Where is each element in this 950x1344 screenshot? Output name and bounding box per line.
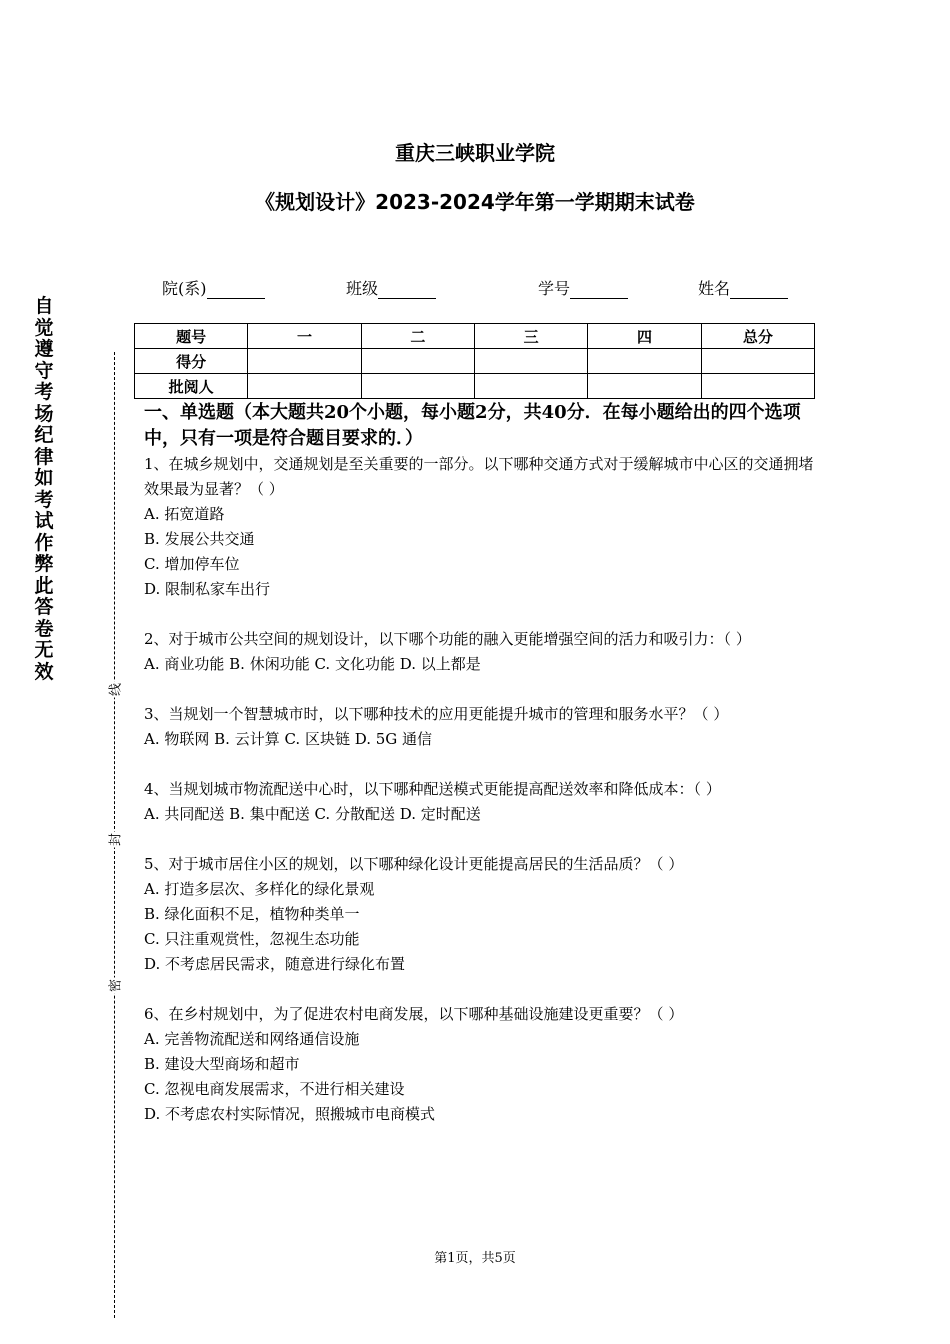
answer-option[interactable]: D. 不考虑农村实际情况，照搬城市电商模式 xyxy=(144,1105,436,1123)
bind-mark-line: 线 xyxy=(105,682,124,698)
question-text: 4、当规划城市物流配送中心时，以下哪种配送模式更能提高配送效率和降低成本：（ ） xyxy=(144,780,721,798)
notice-char: 纪 xyxy=(34,424,54,446)
student-id-blank[interactable] xyxy=(570,282,628,299)
score-table xyxy=(134,323,815,399)
answer-option[interactable]: B. 发展公共交通 xyxy=(144,530,255,548)
answer-option[interactable]: A. 拓宽道路 xyxy=(144,505,225,523)
notice-char: 觉 xyxy=(34,316,54,339)
score-cell[interactable] xyxy=(701,349,814,374)
answer-option[interactable]: D. 不考虑居民需求，随意进行绿化布置 xyxy=(144,955,406,973)
grader-cell[interactable] xyxy=(701,374,814,399)
answer-option[interactable]: A. 打造多层次、多样化的绿化景观 xyxy=(144,880,375,898)
question-block xyxy=(144,452,814,602)
name-field xyxy=(698,276,788,299)
notice-char: 弊 xyxy=(34,553,54,575)
score-cell[interactable] xyxy=(248,349,361,374)
score-row xyxy=(135,349,815,374)
score-table-header-cell: 一 xyxy=(248,324,361,349)
score-table-header-cell: 题号 xyxy=(135,324,248,349)
grader-cell[interactable] xyxy=(248,374,361,399)
answer-option[interactable]: D. 限制私家车出行 xyxy=(144,580,271,598)
score-table-header-cell: 二 xyxy=(361,324,474,349)
grader-row xyxy=(135,374,815,399)
notice-char: 场 xyxy=(34,402,54,425)
question-text: 2、对于城市公共空间的规划设计，以下哪个功能的融入更能增强空间的活力和吸引力：（ ） xyxy=(144,630,751,648)
answer-option[interactable]: C. 增加停车位 xyxy=(144,555,240,573)
question-block xyxy=(144,1002,814,1127)
department-field xyxy=(162,276,265,299)
score-cell[interactable] xyxy=(474,349,587,374)
class-blank[interactable] xyxy=(378,282,436,299)
notice-char: 效 xyxy=(34,660,54,683)
school-name: 重庆三峡职业学院 xyxy=(395,141,555,165)
score-table-header-cell: 总分 xyxy=(701,324,814,349)
grader-cell[interactable] xyxy=(361,374,474,399)
answer-option[interactable]: A. 商业功能 B. 休闲功能 C. 文化功能 D. 以上都是 xyxy=(144,655,481,673)
question-text: 6、在乡村规划中，为了促进农村电商发展，以下哪种基础设施建设更重要？（ ） xyxy=(144,1005,684,1023)
department-blank[interactable] xyxy=(207,282,265,299)
notice-char: 考 xyxy=(34,381,54,403)
notice-char: 试 xyxy=(34,510,54,532)
grader-cell[interactable] xyxy=(588,374,701,399)
notice-char: 律 xyxy=(34,445,54,468)
name-label: 姓名 xyxy=(698,279,731,298)
department-label: 院(系) xyxy=(162,279,207,298)
answer-option[interactable]: C. 忽视电商发展需求，不进行相关建设 xyxy=(144,1080,405,1098)
exam-title: 《规划设计》2023-2024学年第一学期期末试卷 xyxy=(255,190,695,214)
notice-char: 自 xyxy=(34,295,54,317)
score-table-header-cell: 三 xyxy=(474,324,587,349)
page-number: 第1页，共5页 xyxy=(434,1251,516,1266)
class-label: 班级 xyxy=(346,279,379,298)
bind-mark-seal: 封 xyxy=(105,832,124,848)
question-block xyxy=(144,702,814,752)
exam-discipline-notice xyxy=(34,296,54,683)
notice-char: 考 xyxy=(34,488,54,511)
answer-option[interactable]: B. 建设大型商场和超市 xyxy=(144,1055,300,1073)
notice-char: 作 xyxy=(34,531,54,554)
score-cell[interactable] xyxy=(361,349,474,374)
question-block xyxy=(144,627,814,677)
question-text: 5、对于城市居住小区的规划，以下哪种绿化设计更能提高居民的生活品质？（ ） xyxy=(144,855,684,873)
answer-option[interactable]: A. 完善物流配送和网络通信设施 xyxy=(144,1030,360,1048)
grader-cell[interactable] xyxy=(474,374,587,399)
student-id-label: 学号 xyxy=(538,279,571,298)
question-content xyxy=(144,400,814,1152)
notice-char: 答 xyxy=(34,596,54,618)
answer-option[interactable]: A. 物联网 B. 云计算 C. 区块链 D. 5G 通信 xyxy=(144,730,433,748)
question-text: 1、在城乡规划中，交通规划是至关重要的一部分。以下哪种交通方式对于缓解城市中心区的交通拥堵效果最为显著？（ ） xyxy=(144,455,814,498)
answer-option[interactable]: A. 共同配送 B. 集中配送 C. 分散配送 D. 定时配送 xyxy=(144,805,481,823)
question-text: 3、当规划一个智慧城市时，以下哪种技术的应用更能提升城市的管理和服务水平？（ ） xyxy=(144,705,729,723)
answer-option[interactable]: B. 绿化面积不足，植物种类单一 xyxy=(144,905,360,923)
notice-char: 无 xyxy=(34,639,54,661)
grader-row-label: 批阅人 xyxy=(135,374,248,399)
score-table-header-row xyxy=(135,324,815,349)
notice-char: 卷 xyxy=(34,617,54,640)
question-block xyxy=(144,777,814,827)
score-table-header-cell: 四 xyxy=(588,324,701,349)
section-title: 一、单选题（本大题共20个小题，每小题2分，共40分．在每小题给出的四个选项中，只有一项是符合题目要求的．） xyxy=(144,402,801,449)
question-block xyxy=(144,852,814,977)
name-blank[interactable] xyxy=(730,282,788,299)
bind-mark-secret: 密 xyxy=(105,978,124,994)
score-row-label: 得分 xyxy=(135,349,248,374)
notice-char: 如 xyxy=(34,467,54,489)
answer-option[interactable]: C. 只注重观赏性，忽视生态功能 xyxy=(144,930,360,948)
notice-char: 此 xyxy=(34,574,54,597)
score-cell[interactable] xyxy=(588,349,701,374)
student-id-field xyxy=(538,276,628,299)
notice-char: 守 xyxy=(34,359,54,382)
notice-char: 遵 xyxy=(34,338,54,360)
class-field xyxy=(346,276,436,299)
